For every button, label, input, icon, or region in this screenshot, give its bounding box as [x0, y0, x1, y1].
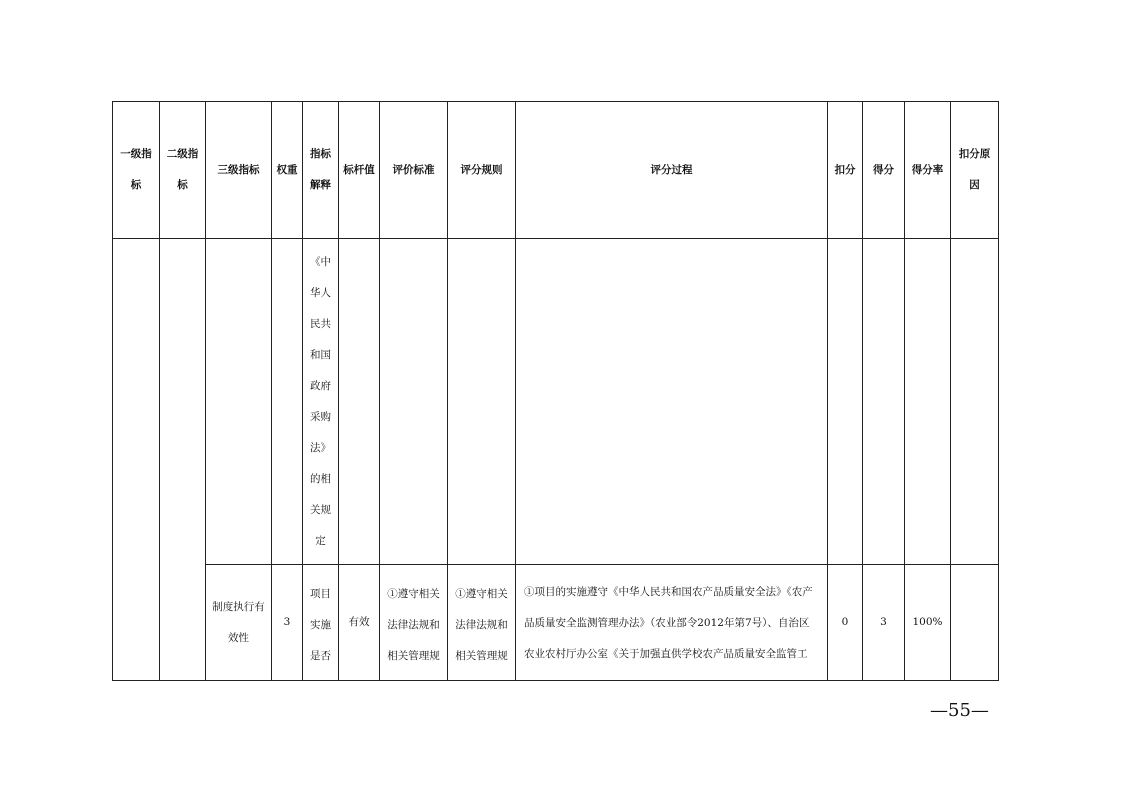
cell-deduct [828, 239, 863, 565]
cell-score [863, 239, 905, 565]
cell-benchmark [339, 239, 380, 565]
header-process: 评分过程 [516, 102, 828, 239]
cell-criteria: ①遵守相关法律法规和相关管理规 [380, 565, 448, 681]
header-reason: 扣分原因 [951, 102, 999, 239]
cell-score: 3 [863, 565, 905, 681]
header-level3: 三级指标 [206, 102, 272, 239]
cell-process [516, 239, 828, 565]
cell-benchmark: 有效 [339, 565, 380, 681]
header-benchmark: 标杆值 [339, 102, 380, 239]
header-weight: 权重 [272, 102, 303, 239]
header-row [113, 102, 999, 239]
cell-weight: 3 [272, 565, 303, 681]
cell-rate [905, 239, 951, 565]
page-number: —55— [930, 700, 989, 721]
cell-level1 [113, 239, 160, 681]
table-row-continued [113, 239, 999, 565]
cell-reason [951, 565, 999, 681]
cell-level2 [160, 239, 206, 681]
cell-weight [272, 239, 303, 565]
header-deduct: 扣分 [828, 102, 863, 239]
evaluation-table [112, 101, 999, 681]
header-rules: 评分规则 [448, 102, 516, 239]
table-row-institution [113, 565, 999, 681]
cell-explain: 《中华人民共和国政府采购法》的相关规定 [303, 239, 339, 565]
cell-explain: 项目实施是否 [303, 565, 339, 681]
cell-process: ①项目的实施遵守《中华人民共和国农产品质量安全法》《农产品质量安全监测管理办法》（农业部令2012年第7号）、自治区农业农村厅办公室《关于加强直供学校农产品质量安全监管工 [516, 565, 828, 681]
cell-deduct: 0 [828, 565, 863, 681]
header-rate: 得分率 [905, 102, 951, 239]
cell-rules: ①遵守相关法律法规和相关管理规 [448, 565, 516, 681]
cell-reason [951, 239, 999, 565]
cell-rules [448, 239, 516, 565]
header-criteria: 评价标准 [380, 102, 448, 239]
header-level2: 二级指标 [160, 102, 206, 239]
header-explain: 指标解释 [303, 102, 339, 239]
header-score: 得分 [863, 102, 905, 239]
cell-rate: 100% [905, 565, 951, 681]
cell-level3: 制度执行有效性 [206, 565, 272, 681]
header-level1: 一级指标 [113, 102, 160, 239]
cell-level3 [206, 239, 272, 565]
cell-criteria [380, 239, 448, 565]
